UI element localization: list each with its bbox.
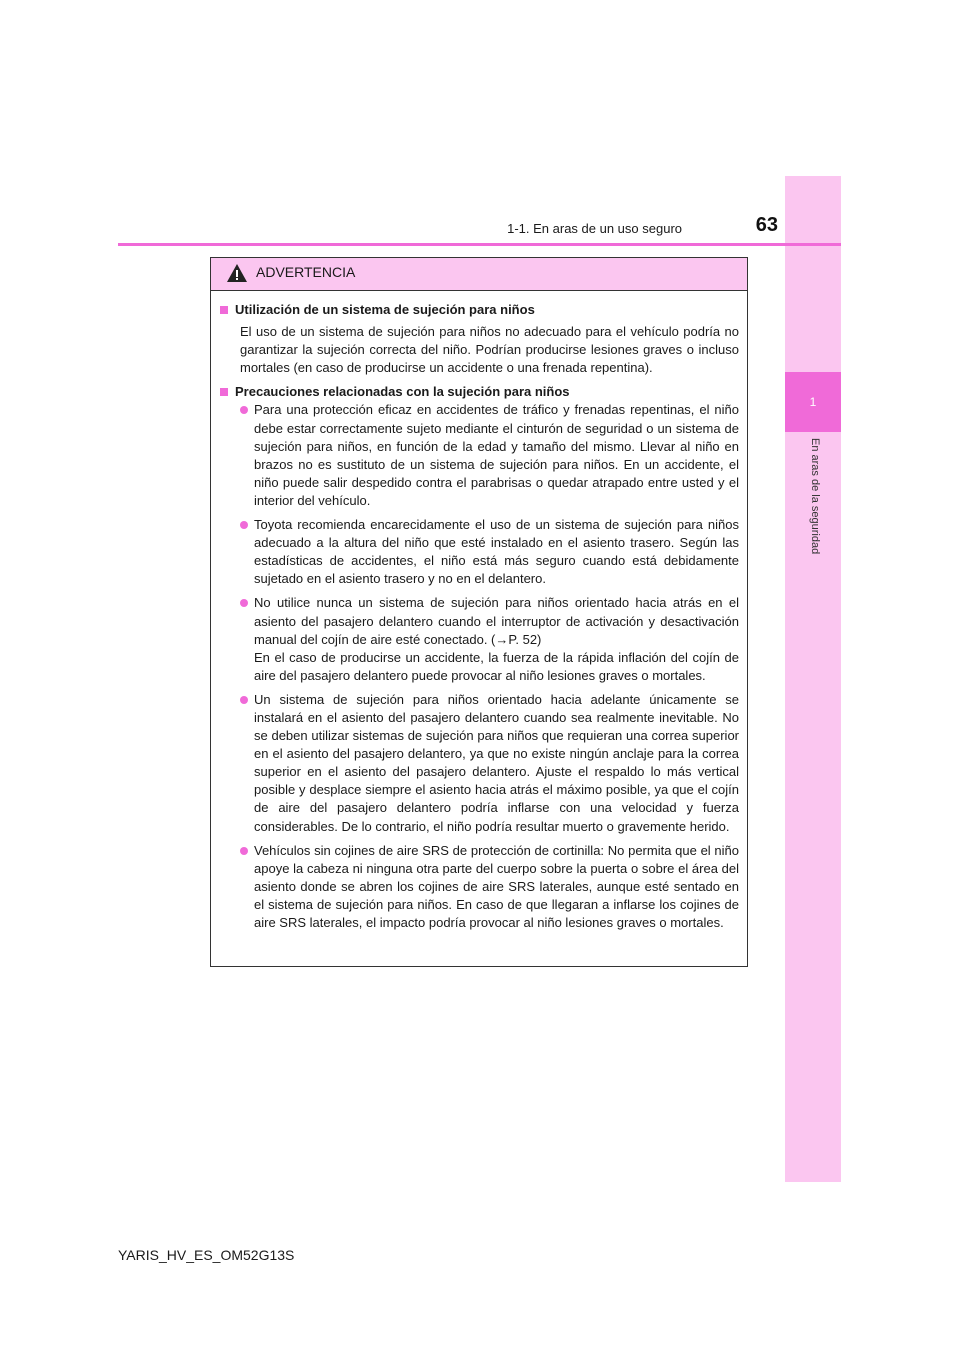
block-heading [220, 383, 739, 401]
page-number: 63 [755, 214, 778, 236]
list-item-text: Toyota recomienda encarecidamente el uso de un sistema de sujeción para niños adecuado a la altura del niño que esté instalado en el asiento trasero. Según las estadísticas de accidentes, el niño está más seguro cuando está debidamente sujetado en el asiento trasero y no en el delantero. [254, 517, 739, 587]
list-item [240, 516, 739, 588]
circle-bullet-icon [240, 847, 248, 855]
section-title: 1-1. En aras de un uso seguro [507, 221, 682, 236]
list-item-text: Para una protección eficaz en accidentes de tráfico y frenadas repentinas, el niño debe estar correctamente sujeto mediante el cinturón de seguridad o un sistema de sujeción para niños, en función de la edad y tamaño del mismo. Llevar al niño en brazos no es sustituto de un sistema de sujeción para niños. En un accidente, el niño puede salir despedido contra el parabrisas o quedar atrapado entre usted y el interior del vehículo. [254, 402, 739, 508]
warning-title: ADVERTENCIA [256, 264, 356, 280]
header-divider [118, 243, 841, 246]
list-item-text: Un sistema de sujeción para niños orientado hacia adelante únicamente se instalará en el asiento del pasajero delantero cuando sea realmente inevitable. No se deben utilizar sistemas de sujeción para niños que requieran una correa superior en el asiento del pasajero delantero, ya que no existe ningún anclaje para la correa superior en el asiento del pasajero delantero. Ajuste el respaldo lo más vertical posible y desplace siempre el asiento hacia atrás el máximo posible, ya que el cojín de aire del pasajero delantero podría inflarse con una velocidad y fuerza considerables. De lo contrario, el niño podría resultar muerto o gravemente herido. [254, 691, 739, 834]
warning-triangle-icon [226, 263, 248, 283]
document-code: YARIS_HV_ES_OM52G13S [118, 1247, 295, 1263]
list-item [240, 842, 739, 932]
block-heading-text: Utilización de un sistema de sujeción para niños [235, 302, 535, 317]
list-item-text: Vehículos sin cojines de aire SRS de protección de cortinilla: No permita que el niño apoye la cabeza ni ninguna otra parte del cuerpo sobre la puerta o sobre el área del asiento donde se abren los cojines de aire SRS laterales, aunque esté sentado en el sistema de sujeción para niños. En caso de que llegaran a inflarse los cojines de aire SRS laterales, el impacto podría provocar al niño lesiones graves o mortales. [254, 842, 739, 930]
chapter-number: 1 [785, 372, 841, 432]
list-item [240, 401, 739, 510]
chapter-label: En aras de la seguridad [809, 438, 821, 555]
warning-content [211, 291, 747, 932]
block-paragraph: El uso de un sistema de sujeción para niños no adecuado para el vehículo podría no garantizar la sujeción correcta del niño. Podrían producirse lesiones graves o incluso mortales (en caso de producirse un accidente o una frenada repentina). [240, 324, 739, 376]
circle-bullet-icon [240, 696, 248, 704]
circle-bullet-icon [240, 521, 248, 529]
block-heading-text: Precauciones relacionadas con la sujeción para niños [235, 384, 570, 400]
chapter-side-tab [785, 176, 841, 1182]
warning-header [211, 258, 747, 291]
warning-box [210, 257, 748, 967]
block-heading [220, 301, 739, 319]
square-bullet-icon [220, 388, 228, 396]
circle-bullet-icon [240, 406, 248, 414]
list-item [240, 594, 739, 684]
list-item-text: No utilice nunca un sistema de sujeción para niños orientado hacia atrás en el asiento del pasajero delantero cuando el interruptor de activación y desactivación manual del cojín de aire esté conectado. (→P. 52) En el caso de producirse un accidente, la fuerza de la rápida inflación del cojín de aire del pasajero delantero puede provocar al niño lesiones graves o mortales. [254, 595, 739, 683]
list-item [240, 691, 739, 836]
circle-bullet-icon [240, 599, 248, 607]
square-bullet-icon [220, 306, 228, 314]
